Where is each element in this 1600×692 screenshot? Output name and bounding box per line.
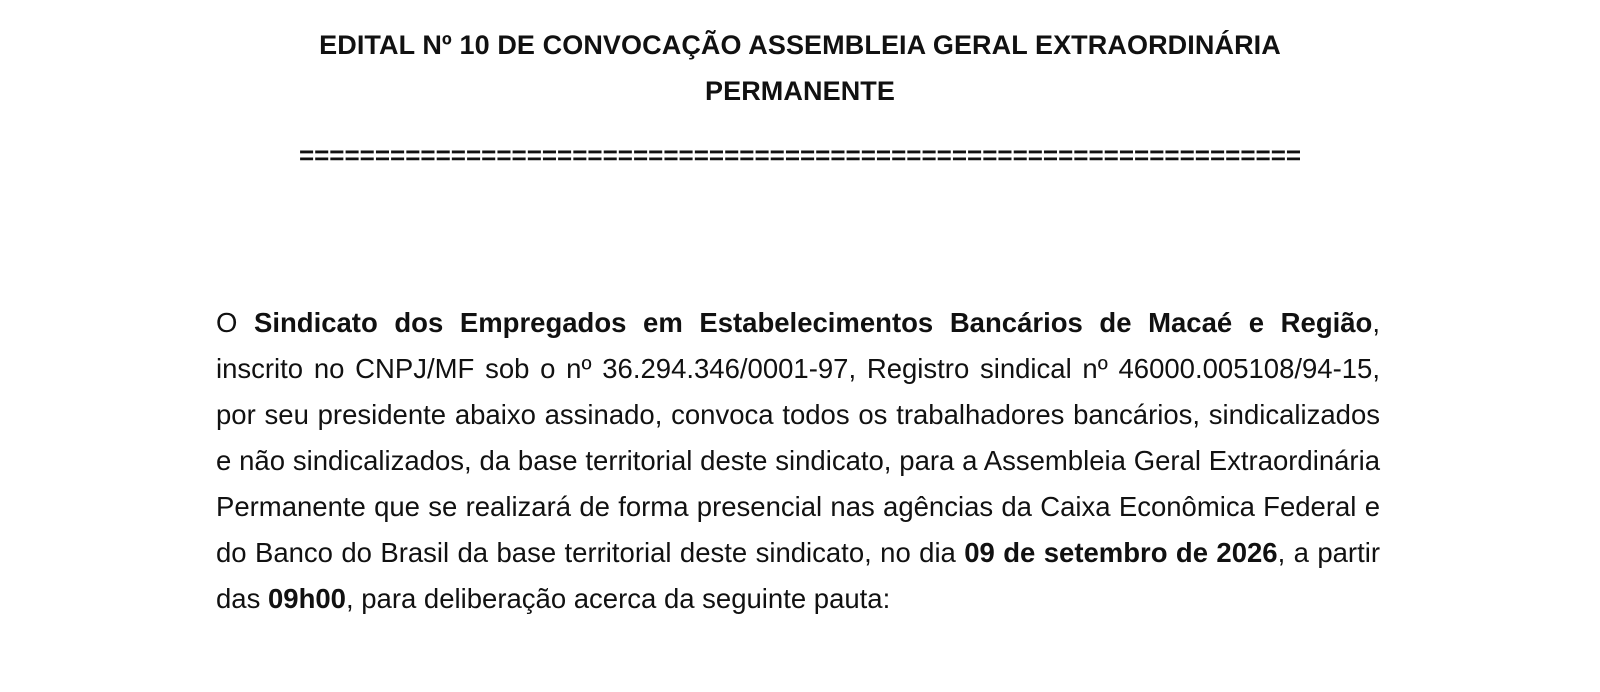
title-line-2: PERMANENTE [704, 76, 895, 106]
assembly-date: 09 de setembro de 2026 [964, 536, 1278, 568]
assembly-time: 09h00 [267, 582, 346, 614]
separator-line: ================================================================== [298, 140, 1302, 170]
paragraph-text-2: , a partir das [216, 536, 1380, 614]
paragraph-lead: O [216, 306, 254, 338]
convocation-paragraph [216, 300, 1380, 622]
union-name: Sindicato dos Empregados em Estabelecimentos Bancários de Macaé e Região [254, 306, 1373, 338]
paragraph-text-1: , inscrito no CNPJ/MF sob o nº 36.294.346/0001-97, Registro sindical nº 46000.005108/94-15, por seu presidente abaixo assinado, convoca todos os trabalhadores bancários, sindicalizados e não sindicalizados, da base territorial deste sindicato, para a Assembleia Geral Extraordinária Permanente que se realizará de forma presencial nas agências da Caixa Econômica Federal e do Banco do Brasil da base territorial deste sindicato, no dia [216, 306, 1380, 568]
paragraph-text-3: , para deliberação acerca da seguinte pauta: [345, 582, 891, 614]
title-line-1: EDITAL Nº 10 DE CONVOCAÇÃO ASSEMBLEIA GERAL EXTRAORDINÁRIA [319, 30, 1281, 60]
document-title [200, 22, 1400, 114]
